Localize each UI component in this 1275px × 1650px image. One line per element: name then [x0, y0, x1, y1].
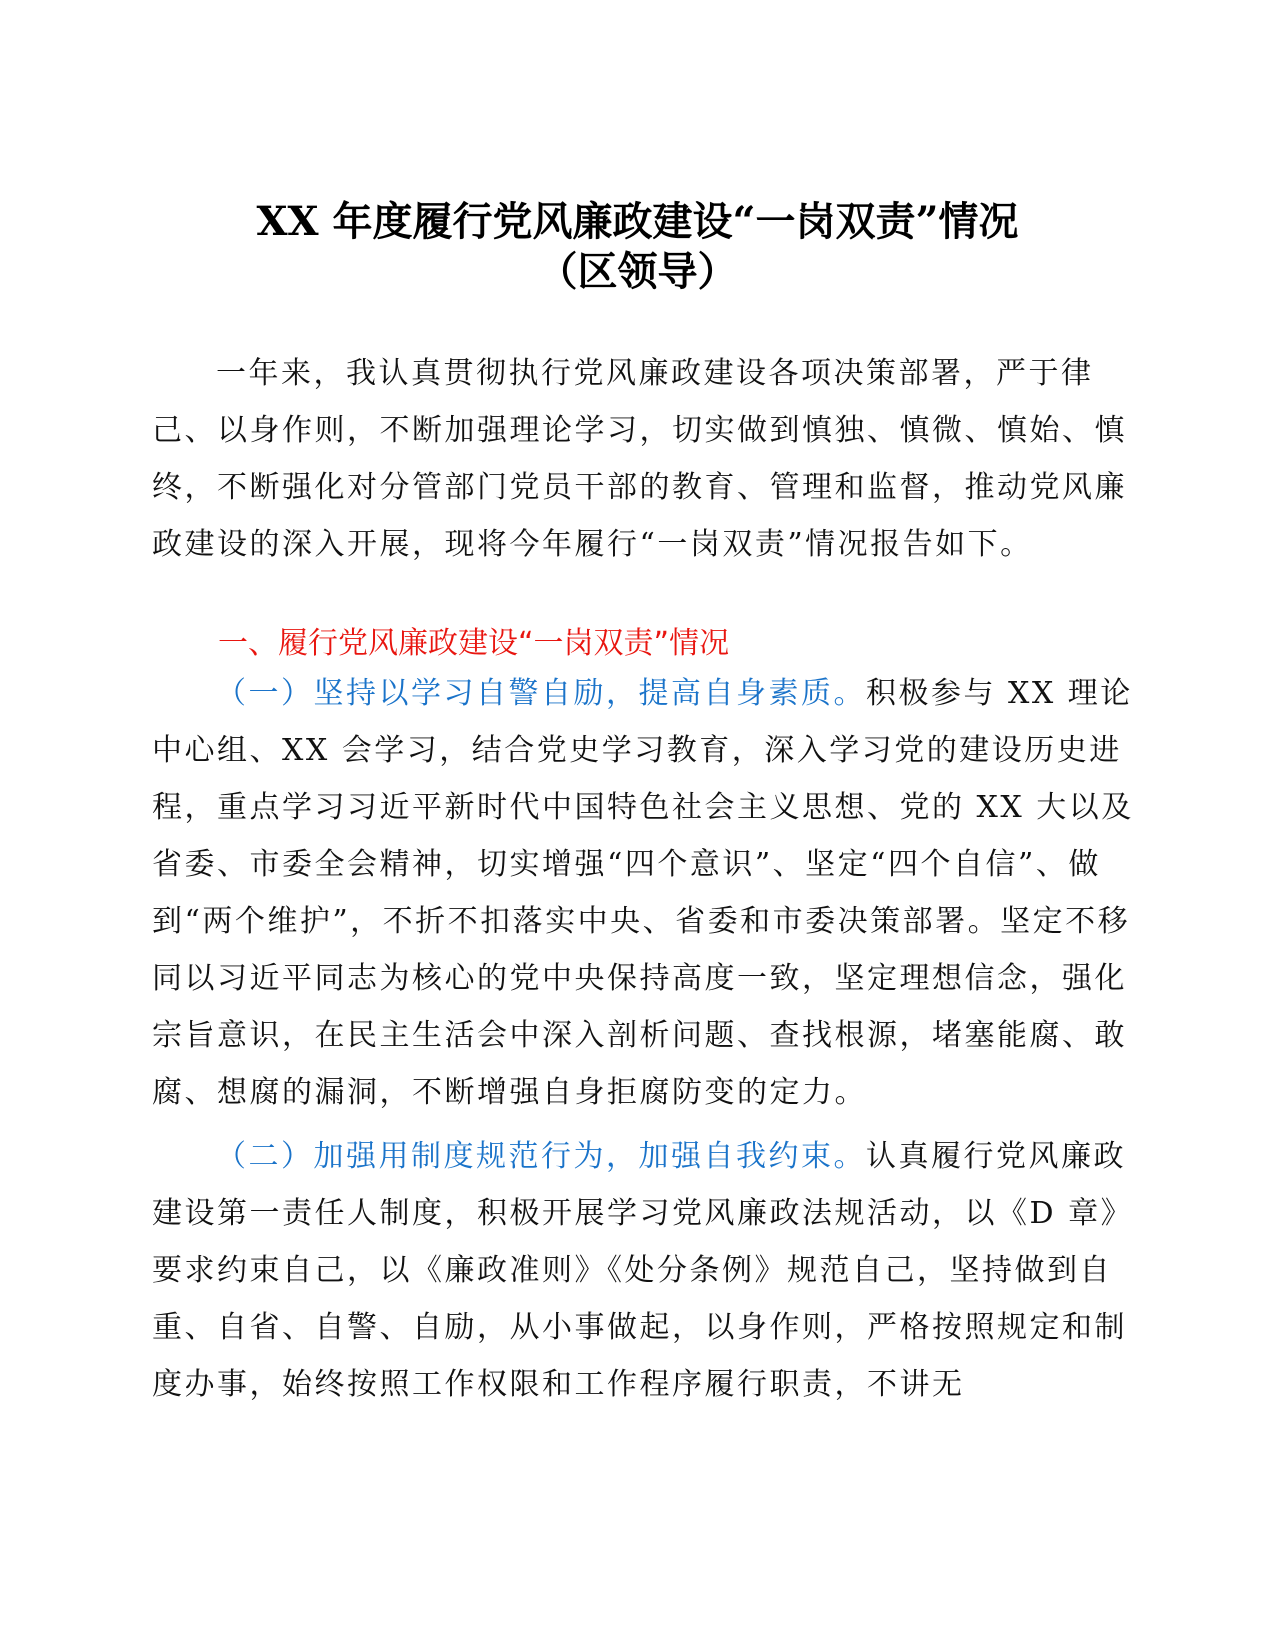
subsection-2-text: 认真履行党风廉政建设第一责任人制度，积极开展学习党风廉政法规活动，以《D 章》要求约束自己，以《廉政准则》《处分条例》规范自己，坚持做到自重、自省、自警、自励，从小事做起，以身作则，严格按照规定和制度办事，始终按照工作权限和工作程序履行职责，不讲无 — [152, 1139, 1134, 1402]
subsection-2-paragraph — [152, 1128, 1137, 1413]
subsection-2-heading: （二）加强用制度规范行为，加强自我约束。 — [216, 1139, 866, 1174]
document-title: XX 年度履行党风廉政建设“一岗双责”情况 — [256, 198, 1019, 245]
intro-paragraph: 一年来，我认真贯彻执行党风廉政建设各项决策部署，严于律己、以身作则，不断加强理论学习，切实做到慎独、慎微、慎始、慎终，不断强化对分管部门党员干部的教育、管理和监督，推动党风廉政建设的深入开展，现将今年履行“一岗双责”情况报告如下。 — [152, 356, 1127, 562]
subsection-1-text: 积极参与 XX 理论中心组、XX 会学习，结合党史学习教育，深入学习党的建设历史进程，重点学习习近平新时代中国特色社会主义思想、党的 XX 大以及省委、市委全会精神，切实增强“四个意识”、坚定“四个自信”、做到“两个维护”，不折不扣落实中央、省委和市委决策部署。坚定不移同以习近平同志为核心的党中央保持高度一致，坚定理想信念，强化宗旨意识，在民主生活会中深入剖析问题、查找根源，堵塞能腐、敢腐、想腐的漏洞，不断增强自身拒腐防变的定力。 — [152, 676, 1134, 1110]
document-subtitle: （区领导） — [537, 248, 738, 295]
section-heading: 一、履行党风廉政建设“一岗双责”情况 — [218, 626, 730, 661]
subsection-1-heading: （一）坚持以学习自警自励，提高自身素质。 — [216, 676, 866, 711]
subsection-1-paragraph — [152, 665, 1137, 1121]
